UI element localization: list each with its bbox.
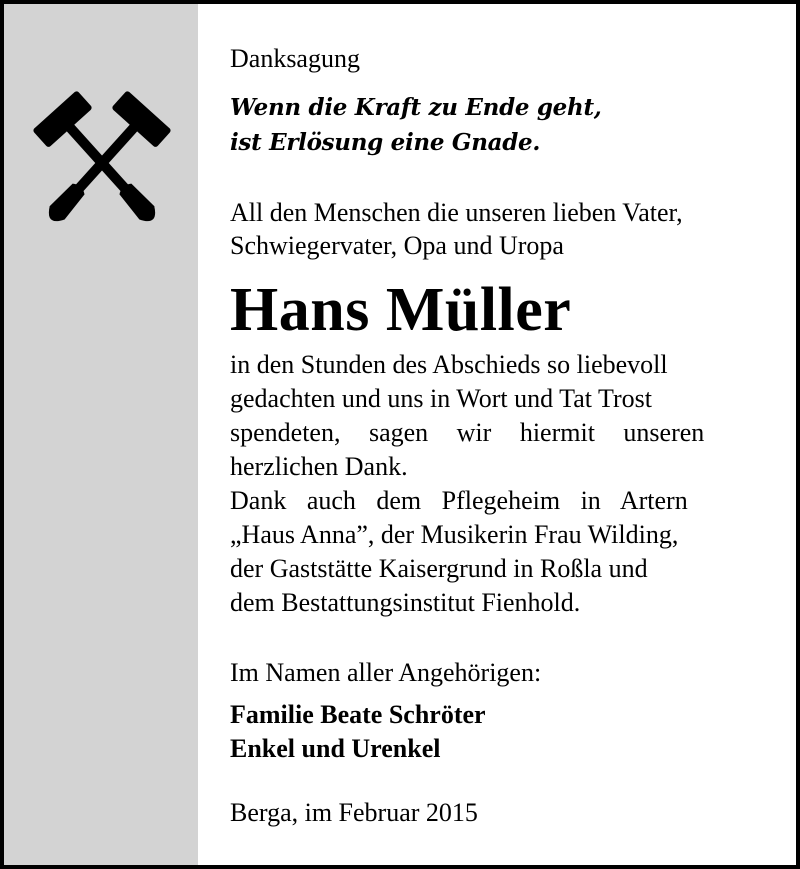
body-line-6: „Haus Anna”, der Musikerin Frau Wilding, (230, 520, 679, 549)
body-line-8: dem Bestattungsinstitut Fienhold. (230, 588, 581, 617)
signoff: Im Namen aller Angehörigen: (230, 658, 542, 687)
heading: Danksagung (230, 44, 360, 73)
intro-line-2: Schwiegervater, Opa und Uropa (230, 231, 564, 260)
intro-line-1: All den Menschen die unseren lieben Vater, (230, 198, 683, 227)
body-line-2: gedachten und uns in Wort und Tat Trost (230, 384, 652, 413)
motto-line-1: Wenn die Kraft zu Ende geht, (230, 94, 602, 121)
body-text (230, 348, 768, 620)
hammer-and-pick-icon (26, 80, 178, 246)
body-line-7: der Gaststätte Kaisergrund in Roßla und (230, 554, 648, 583)
body-line-4: herzlichen Dank. (230, 452, 408, 481)
family-line-2: Enkel und Urenkel (230, 734, 441, 763)
family-line-1: Familie Beate Schröter (230, 700, 486, 729)
body-line-1: in den Stunden des Abschieds so liebevoll (230, 350, 668, 379)
intro (230, 196, 768, 262)
motto (230, 90, 768, 160)
place-date: Berga, im Februar 2015 (230, 798, 478, 827)
motto-line-2: ist Erlösung eine Gnade. (230, 129, 541, 156)
sidebar-panel (4, 4, 198, 865)
family-signature (230, 698, 768, 766)
deceased-name: Hans Müller (230, 276, 572, 344)
body-line-5: Dank auch dem Pflegeheim in Artern (230, 486, 688, 515)
body-line-3: spendeten, sagen wir hiermit unseren (230, 418, 705, 447)
